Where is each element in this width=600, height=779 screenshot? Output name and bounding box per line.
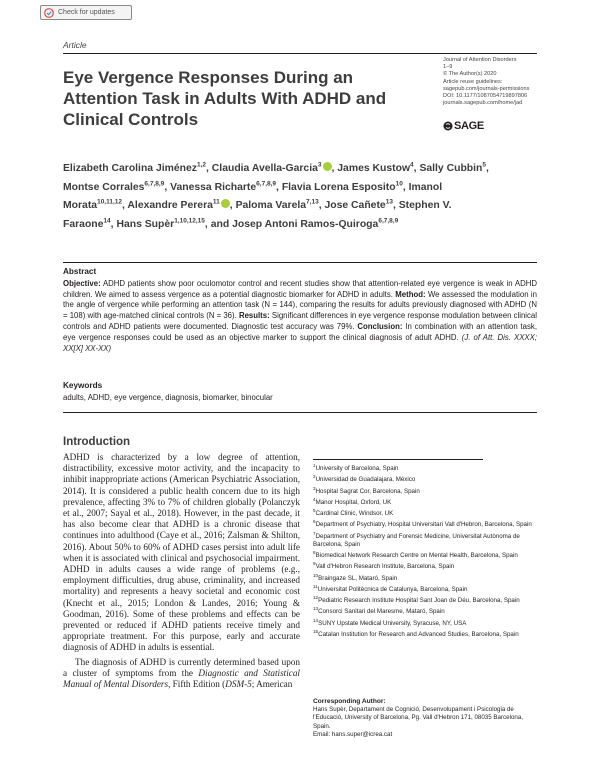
affiliation-text: Department of Psychiatry, Hospital Universitari Vall d'Hebron, Barcelona, Spain xyxy=(315,521,532,529)
author-separator: , xyxy=(206,163,212,175)
orcid-icon[interactable] xyxy=(221,199,230,208)
affiliation-item xyxy=(313,605,541,616)
affiliation-item xyxy=(313,473,541,484)
corresponding-author xyxy=(313,698,541,739)
journal-info xyxy=(443,57,568,107)
check-for-updates-badge[interactable] xyxy=(40,5,132,20)
author-separator: , xyxy=(164,181,171,193)
author-separator: , xyxy=(402,181,409,193)
introduction-body xyxy=(63,452,300,690)
author-name-text: Montse Corrales xyxy=(63,181,145,193)
paragraph-text: The diagnosis of ADHD is currently determined based upon a cluster of symptoms from the xyxy=(63,656,300,678)
author-name-text: Alexandre Perera xyxy=(127,200,213,212)
journal-info-line[interactable]: DOI: 10.1177/1087054719897806 xyxy=(443,93,528,100)
affiliations-list xyxy=(313,462,541,639)
affiliation-text: Consorci Sanitari del Maresme, Mataró, Spain xyxy=(318,608,445,616)
affiliation-text: SUNY Upstate Medical University, Syracuse, NY, USA xyxy=(318,619,467,627)
author-name-text: Hans Supèr xyxy=(116,218,175,230)
author-name xyxy=(282,182,409,193)
author-separator: , xyxy=(413,163,420,175)
affiliation-text: Hospital Sagrat Cor, Barcelona, Spain xyxy=(315,487,420,495)
affiliation-number: 5 xyxy=(313,508,316,514)
abstract-text: Significant differences in eye vergence response modulation between clinical controls and ADHD patients were documented. Diagnostic test accuracy was 79%. xyxy=(63,311,537,331)
author-separator: , xyxy=(229,200,236,212)
author-name-text: Vanessa Richarte xyxy=(170,181,257,193)
journal-info-line: © The Author(s) 2020 xyxy=(443,71,497,78)
author-name xyxy=(211,219,399,230)
affiliation-item xyxy=(313,485,541,496)
author-affiliation-sup: 7,13 xyxy=(306,198,319,206)
author-affiliation-sup: 1,2 xyxy=(196,162,207,169)
author-list xyxy=(63,158,493,232)
affiliation-text: Cardinal Clinic, Windsor, UK xyxy=(315,510,394,518)
author-separator: , xyxy=(318,200,325,212)
author-name-text: Paloma Varela xyxy=(235,200,307,212)
affiliation-number: 9 xyxy=(313,561,316,567)
paragraph-italic: DSM-5 xyxy=(225,679,252,690)
author-name-text: Flavia Lorena Esposito xyxy=(281,181,396,193)
author-name-text: Imanol Morata xyxy=(63,181,443,212)
paragraph-text: ; American xyxy=(251,679,293,690)
author-affiliation-sup: 6,7,8,9 xyxy=(256,180,277,188)
author-affiliation-sup: 13 xyxy=(385,198,393,206)
author-affiliation-sup: 14 xyxy=(103,217,111,225)
affiliation-text: University of Barcelona, Spain xyxy=(315,465,399,473)
author-name xyxy=(127,200,235,211)
affiliation-text: Braingaze SL, Mataró, Spain xyxy=(318,574,398,582)
author-separator: , xyxy=(276,181,282,193)
affiliation-item xyxy=(313,496,541,507)
corresponding-email[interactable]: Email: hans.super@icrea.cat xyxy=(313,730,393,738)
author-affiliation-sup: 3 xyxy=(317,162,322,169)
check-for-updates-text: Check for updates xyxy=(58,9,115,16)
abstract-label: Results: xyxy=(238,311,270,321)
journal-info-line: Journal of Attention Disorders xyxy=(443,57,517,63)
paragraph-italic: Diagnostic and Statistical Manual of Mental Disorders xyxy=(63,667,300,690)
abstract-label: Conclusion: xyxy=(357,321,403,331)
paragraph-text: , Fifth Edition ( xyxy=(168,679,226,690)
check-updates-icon xyxy=(44,8,54,18)
author-name-text: Jose Cañete xyxy=(324,200,386,212)
corresponding-address: Hans Supèr, Departament de Cognició, Desenvolupament i Psicologia de l'Educació, University of Barcelona, Pg. Vall d'Hebron 171, 08035 Barcelona, Spain. xyxy=(313,706,523,730)
affiliation-number: 15 xyxy=(313,628,319,634)
author-name xyxy=(116,219,210,230)
author-separator: , xyxy=(122,200,128,212)
affiliation-number: 6 xyxy=(313,519,316,525)
abstract-block xyxy=(63,267,537,354)
author-affiliation-sup: 1,10,12,15 xyxy=(174,217,205,225)
affiliation-number: 8 xyxy=(313,550,316,556)
affiliation-text: Biomedical Network Research Centre on Mental Health, Barcelona, Spain xyxy=(315,552,518,560)
affiliation-item xyxy=(313,583,541,594)
affiliation-item xyxy=(313,572,541,583)
author-affiliation-sup: 10 xyxy=(395,180,403,188)
abstract-rule xyxy=(63,262,537,263)
paragraph: ADHD is characterized by a low degree of attention, distractibility, excessive motor activity, and the incapacity to inhibit inappropriate actions (American Psychiatric Association, 2014). It is considered a public health concern due to its high prevalence, affecting 3% to 7% of children globally (Polanczyk et al., 2007; Sayal et al., 2018). However, in the past decade, it has also become clear that ADHD is a chronic disease that continues into adulthood (Caye et al., 2016; Zalsman & Shilton, 2016). About 50% to 60% of ADHD cases persist into adult life when it is associated with clinical and psychosocial impairment. ADHD in adults causes a wide range of problems (e.g., employment difficulties, drug abuse, criminality, and increased mortality) and represents a heavy societal and economic cost (Knecht et al., 2015; London & Landes, 2016; Young & Goodman, 2016). Some of these problems and effects can be prevented or reduced if ADHD patients receive timely and appropriate treatment. For this purpose, early and accurate diagnosis of ADHD in adults is essential. xyxy=(63,452,300,653)
author-name-text: Claudia Avella-Garcia xyxy=(211,163,318,175)
affiliation-text: Vall d'Hebron Research Institute, Barcelona, Spain xyxy=(315,563,455,571)
author-name-text: James Kustow xyxy=(337,163,411,175)
affiliation-number: 13 xyxy=(313,606,319,612)
author-name xyxy=(236,200,325,211)
abstract-label: Method: xyxy=(395,289,426,299)
author-affiliation-sup: 6,7,8,9 xyxy=(378,217,399,225)
author-name xyxy=(337,163,419,174)
article-type-label: Article xyxy=(63,40,87,50)
article-title: Eye Vergence Responses During an Attention Task in Adults With ADHD and Clinical Controls xyxy=(63,68,387,129)
affiliation-number: 2 xyxy=(313,474,316,480)
author-name xyxy=(419,163,488,174)
author-separator: , xyxy=(110,218,117,230)
affiliation-item xyxy=(313,560,541,571)
abstract-citation: (J. of Att. Dis. XXXX; XX[X] XX-XX) xyxy=(63,332,537,353)
author-separator: , xyxy=(204,218,211,230)
affiliation-item xyxy=(313,594,541,605)
author-affiliation-sup: 10,11,12 xyxy=(97,198,123,206)
affiliation-number: 4 xyxy=(313,496,316,502)
affiliation-text: Universidad de Guadalajara, México xyxy=(315,476,416,484)
header-rule xyxy=(63,53,537,54)
affiliation-item xyxy=(313,628,541,639)
author-name-text: and Josep Antoni Ramos-Quiroga xyxy=(210,218,379,230)
affiliation-text: Pediatric Research Institute Hospital Sant Joan de Déu, Barcelona, Spain xyxy=(318,597,520,605)
affiliation-number: 7 xyxy=(313,530,316,536)
corresponding-heading: Corresponding Author: xyxy=(313,698,386,705)
publisher-name: SAGE xyxy=(454,120,484,132)
author-affiliation-sup: 11 xyxy=(212,198,220,206)
journal-info-line[interactable]: sagepub.com/journals-permissions xyxy=(443,85,530,92)
abstract-heading: Abstract xyxy=(63,267,97,276)
affiliation-text: Department of Psychiatry and Forensic Medicine, Universitat Autònoma de Barcelona, Spain xyxy=(313,532,520,548)
affiliation-text: Universitat Politècnica de Catalunya, Barcelona, Spain xyxy=(317,585,468,593)
sage-logo-icon xyxy=(443,121,453,131)
author-affiliation-sup: 4 xyxy=(410,162,414,169)
affiliation-item xyxy=(313,617,541,628)
abstract-text: We assessed the modulation in the angle of vergence while performing an attention task (N = 144), comparing the results for adults previously diagnosed with ADHD (N = 108) with age-matched clinical controls (N = 36). xyxy=(63,289,537,321)
keywords-text: adults, ADHD, eye vergence, diagnosis, biomarker, binocular xyxy=(63,393,273,402)
author-affiliation-sup: 5 xyxy=(482,162,487,169)
affiliation-item xyxy=(313,462,541,473)
abstract-text: In combination with an attention task, eye vergence responses could be used as an objective marker to support the clinical diagnosis of adult ADHD. xyxy=(63,321,537,342)
keywords-heading: Keywords xyxy=(63,381,103,390)
affiliation-number: 1 xyxy=(313,463,316,468)
affiliation-text: Manor Hospital, Oxford, UK xyxy=(315,498,392,506)
introduction-heading: Introduction xyxy=(63,436,131,448)
author-separator: , xyxy=(486,163,489,175)
journal-info-line: 1–9 xyxy=(443,64,453,71)
journal-info-line[interactable]: journals.sagepub.com/home/jad xyxy=(443,100,523,107)
author-name xyxy=(63,163,212,174)
abstract-body xyxy=(63,279,537,355)
author-name xyxy=(324,200,398,211)
author-affiliation-sup: 6,7,8,9 xyxy=(144,180,165,188)
affiliation-item xyxy=(313,549,541,560)
orcid-icon[interactable] xyxy=(323,162,332,171)
affiliation-number: 3 xyxy=(313,485,316,491)
affiliation-number: 12 xyxy=(313,595,319,601)
journal-info-line: Article reuse guidelines: xyxy=(443,78,503,85)
affiliation-item xyxy=(313,518,541,529)
publisher-logo xyxy=(443,120,484,132)
author-name-text: Stephen V. Faraone xyxy=(63,200,452,230)
abstract-text: ADHD patients show poor oculomotor control and recent studies show that attention-related eye vergence is weak in ADHD children. We aimed to assess vergence as a potential diagnostic biomarker for ADHD in adults. xyxy=(63,278,537,299)
author-name-text: Elizabeth Carolina Jiménez xyxy=(63,163,197,175)
affiliation-number: 11 xyxy=(313,583,318,589)
affiliation-item xyxy=(313,530,541,549)
author-name xyxy=(212,163,337,174)
author-separator: , xyxy=(392,200,399,212)
keywords-rule xyxy=(63,412,537,413)
author-name xyxy=(63,182,170,193)
author-separator: , xyxy=(331,163,338,175)
footnote-rule xyxy=(313,459,483,460)
affiliation-number: 10 xyxy=(313,572,319,578)
affiliation-text: Catalan Institution for Research and Advanced Studies, Barcelona, Spain xyxy=(318,630,519,638)
affiliation-number: 14 xyxy=(313,617,319,623)
paragraph xyxy=(63,657,300,691)
affiliation-item xyxy=(313,507,541,518)
abstract-label: Objective: xyxy=(63,278,101,288)
author-name-text: Sally Cubbin xyxy=(419,163,483,175)
author-name xyxy=(170,182,282,193)
